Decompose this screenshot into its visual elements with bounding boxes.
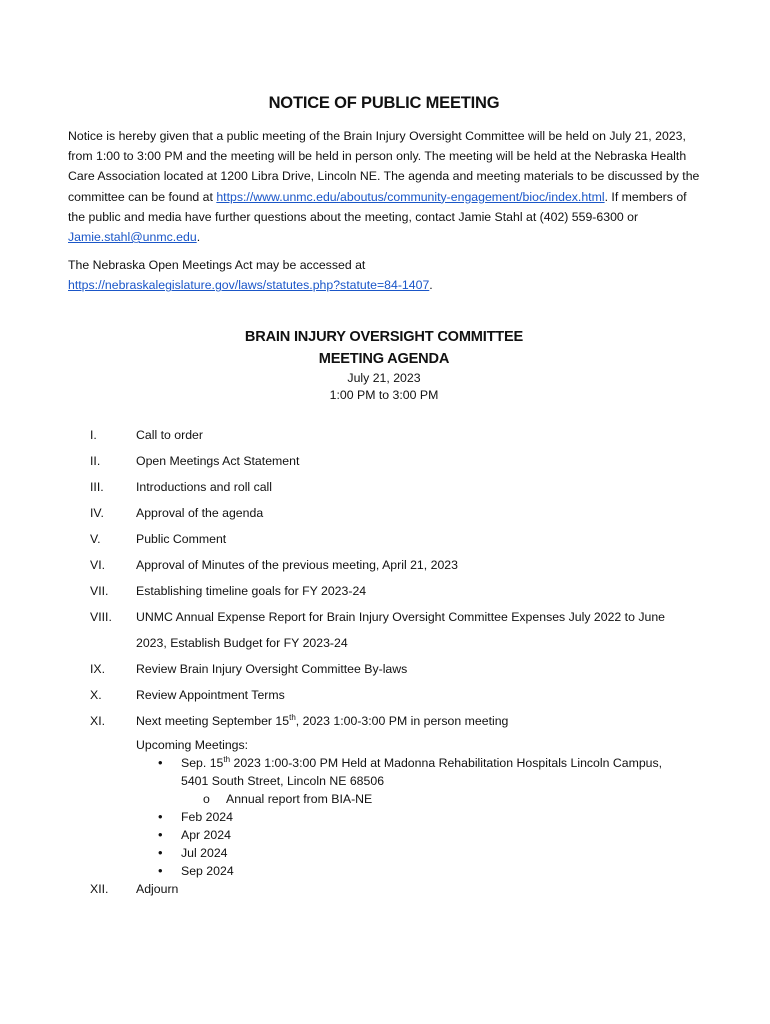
ordinal-suffix: th [289, 712, 296, 722]
item-text: Public Comment [136, 531, 227, 546]
open-meetings-paragraph [68, 255, 700, 295]
document-page [68, 94, 700, 898]
notice-text: Notice is hereby given that a public meeting of the Brain Injury Oversight Committee will be held on July 21, 2023, from 1:00 to 3:00 PM and the meeting will be held in person only. The meeting will be held at the Nebraska Health Care Association located at 1200 Libra Drive, Lincoln NE. The agenda and meeting materials to be discussed by the committee can be found at [68, 129, 700, 204]
agenda-item [68, 880, 700, 898]
item-number: III. [90, 479, 104, 494]
item-number: VII. [90, 583, 109, 598]
agenda-item [68, 708, 700, 734]
notice-title: NOTICE OF PUBLIC MEETING [268, 94, 500, 112]
item-text: Approval of Minutes of the previous meeting, April 21, 2023 [136, 557, 458, 572]
upcoming-item [136, 844, 700, 862]
item-number: VI. [90, 557, 106, 572]
statute-link[interactable]: https://nebraskalegislature.gov/laws/statutes.php?statute=84-1407 [68, 278, 430, 293]
upcoming-item [136, 754, 700, 808]
upcoming-text: Feb 2024 [181, 809, 233, 824]
item-text: Open Meetings Act Statement [136, 453, 300, 468]
item-number: IX. [90, 661, 106, 676]
item-text: Review Appointment Terms [136, 687, 285, 702]
agenda-list [68, 422, 700, 898]
upcoming-address: 5401 South Street, Lincoln NE 68506 [181, 773, 385, 788]
email-link[interactable]: Jamie.stahl@unmc.edu [68, 230, 197, 245]
item-text: Adjourn [136, 881, 179, 896]
item-number: XII. [90, 881, 109, 896]
item-text: Call to order [136, 427, 203, 442]
agenda-item [68, 656, 700, 682]
upcoming-text: Sep 2024 [181, 863, 234, 878]
bullet-icon: • [158, 844, 163, 860]
agenda-item [68, 422, 700, 448]
upcoming-meetings [136, 736, 700, 880]
agenda-item [68, 682, 700, 708]
item-text-b: , 2023 1:00-3:00 PM in person meeting [295, 713, 509, 728]
agenda-item [68, 448, 700, 474]
upcoming-text-a: Sep. 15 [181, 755, 224, 770]
agenda-item [68, 474, 700, 500]
subitem-text: Annual report from BIA-NE [226, 791, 373, 806]
open-meetings-text: The Nebraska Open Meetings Act may be accessed at [68, 258, 366, 273]
bullet-icon: • [158, 808, 163, 824]
materials-link[interactable]: https://www.unmc.edu/aboutus/community-engagement/bioc/index.html [216, 189, 605, 204]
upcoming-item [136, 862, 700, 880]
item-text: Establishing timeline goals for FY 2023-24 [136, 583, 367, 598]
bullet-icon: • [158, 862, 163, 878]
agenda-title-line2: MEETING AGENDA [318, 350, 450, 367]
agenda-date: July 21, 2023 [347, 370, 421, 385]
upcoming-item [136, 826, 700, 844]
upcoming-subitem [181, 790, 700, 808]
upcoming-item [136, 808, 700, 826]
item-text-a: Next meeting September 15 [136, 713, 290, 728]
item-text: Approval of the agenda [136, 505, 264, 520]
item-number: V. [90, 531, 101, 546]
bullet-icon: • [158, 754, 163, 770]
upcoming-text: Apr 2024 [181, 827, 231, 842]
notice-text-3: . [196, 230, 201, 245]
agenda-header [68, 326, 700, 405]
item-number: X. [90, 687, 102, 702]
item-number: I. [90, 427, 97, 442]
agenda-time: 1:00 PM to 3:00 PM [329, 388, 439, 403]
agenda-title-line1: BRAIN INJURY OVERSIGHT COMMITTEE [244, 328, 524, 345]
item-number: XI. [90, 713, 106, 728]
item-text [136, 604, 700, 656]
item-text [136, 708, 700, 734]
item-text: Review Brain Injury Oversight Committee By-laws [136, 661, 408, 676]
item-text: Introductions and roll call [136, 479, 273, 494]
notice-text-2: . If members of the public and media have further questions about the meeting, contact Jamie Stahl at (402) 559-6300 or [68, 189, 687, 224]
upcoming-list [136, 754, 700, 880]
agenda-item [68, 552, 700, 578]
upcoming-text: Jul 2024 [181, 845, 228, 860]
open-meetings-text-end: . [429, 278, 433, 293]
item-number: II. [90, 453, 101, 468]
agenda-item [68, 526, 700, 552]
item-text-line1: UNMC Annual Expense Report for Brain Injury Oversight Committee Expenses July 2022 to June [136, 609, 666, 624]
upcoming-label: Upcoming Meetings: [136, 737, 249, 752]
ordinal-suffix: th [223, 754, 231, 764]
item-number: VIII. [90, 609, 112, 624]
upcoming-text-b: 2023 1:00-3:00 PM Held at Madonna Rehabilitation Hospitals Lincoln Campus, [230, 755, 663, 770]
bullet-icon: • [158, 826, 163, 842]
agenda-item [68, 578, 700, 604]
agenda-item [68, 500, 700, 526]
item-number: IV. [90, 505, 104, 520]
notice-paragraph [68, 126, 700, 247]
circle-bullet-icon: o [203, 791, 210, 806]
item-text-line2: 2023, Establish Budget for FY 2023-24 [136, 635, 348, 650]
agenda-item [68, 604, 700, 656]
